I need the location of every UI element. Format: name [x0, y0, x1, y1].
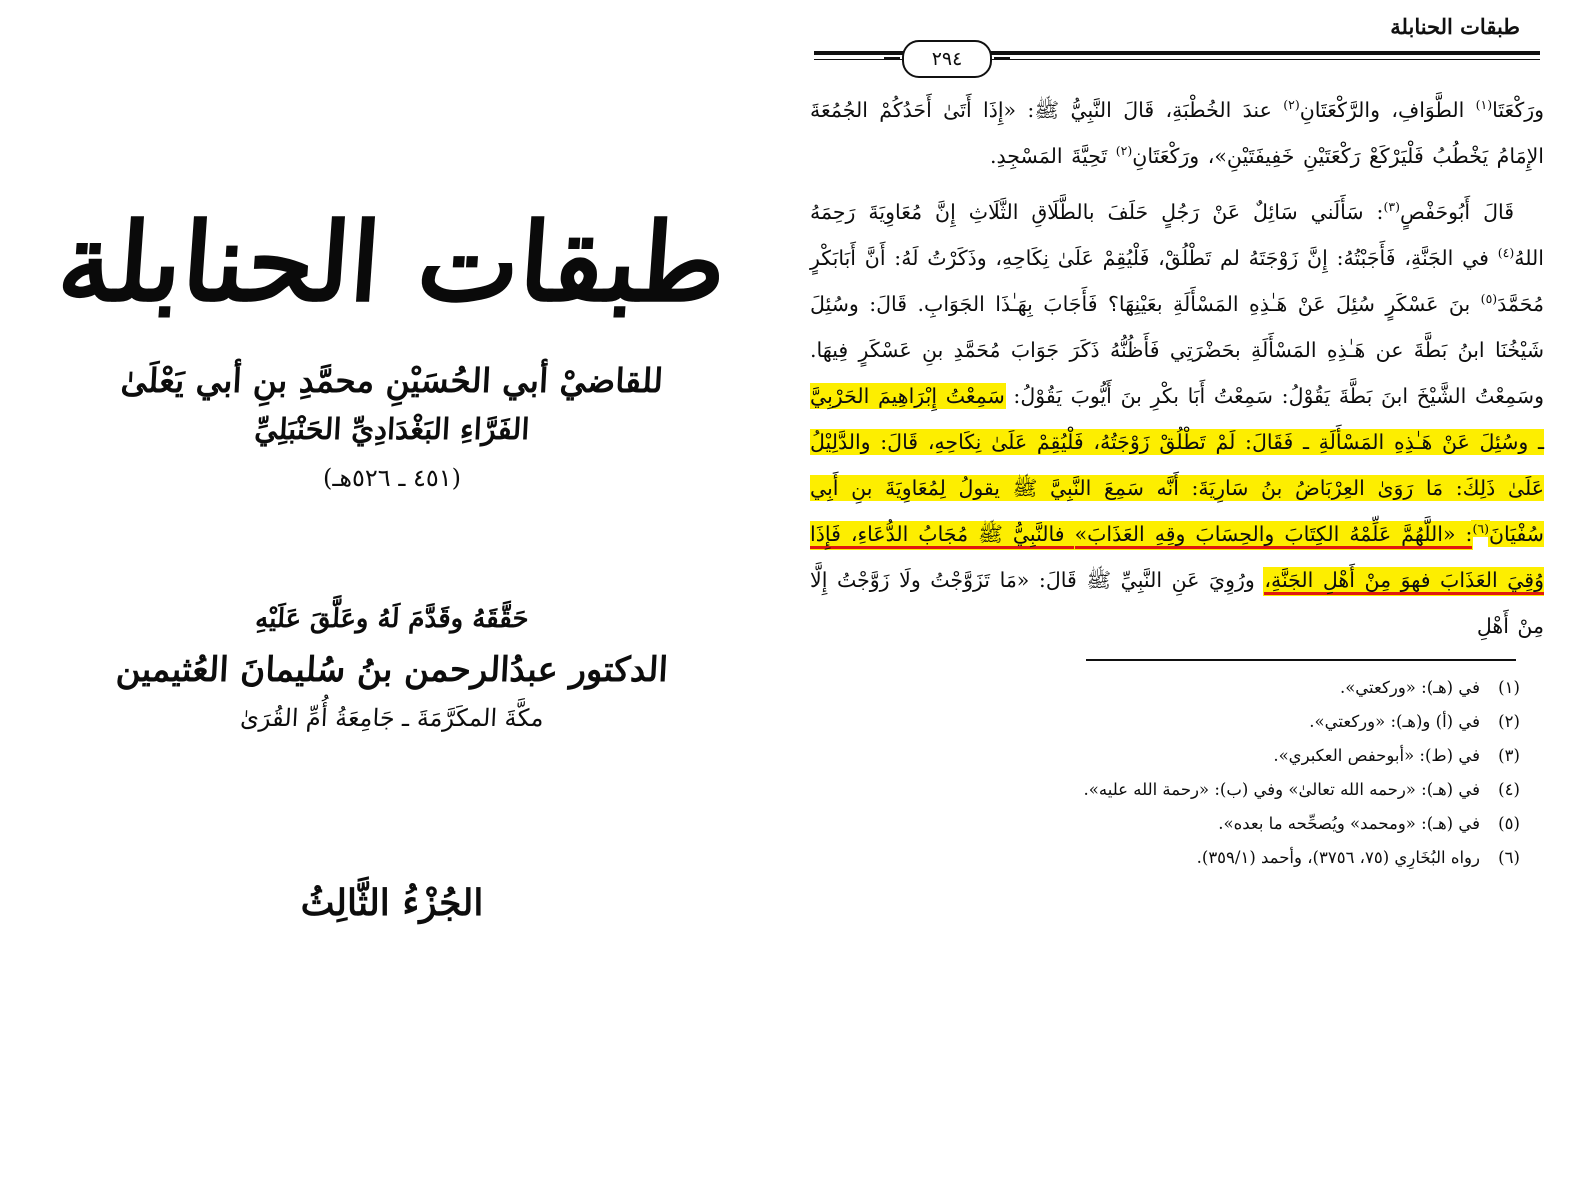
text-run: تَحِيَّةَ المَسْجِدِ.	[990, 144, 1116, 168]
body-text	[810, 87, 1544, 649]
footnote-text: في (أ) و(هـ): «وركعتي».	[1309, 712, 1480, 731]
footnote-item	[810, 773, 1538, 807]
footnote-marker: (٣)	[1383, 199, 1400, 215]
footnote-number: (٣)	[1498, 746, 1520, 765]
volume-label: الجُزْءُ الثَّالِثُ	[300, 882, 484, 925]
text-run: الطَّوَافِ، والرَّكْعَتَانِ	[1299, 98, 1476, 122]
footnote-text: في (هـ): «رحمه الله تعالىٰ» وفي (ب): «رحمة الله عليه».	[1083, 780, 1480, 799]
footnote-marker: (٢)	[1283, 97, 1300, 113]
footnote-marker: (٥)	[1480, 291, 1498, 307]
footnote-number: (٥)	[1498, 814, 1520, 833]
highlighted-run: (٦)	[1472, 521, 1489, 537]
footnote-number: (٤)	[1498, 780, 1520, 799]
footnote-number: (٦)	[1498, 848, 1520, 867]
footnote-item	[810, 807, 1538, 841]
highlighted-run: سَمِعْتُ إِبْرَاهِيمَ الحَرْبِيَّ ـ وسُئِلَ عَنْ هَـٰذِهِ المَسْأَلَةِ ـ فَقَالَ: لَمْ تَطْلُقْ زَوْجَتُهُ، فَلْيُقِمْ عَلَىٰ نِكَاحِهِ، قَالَ: والدَّلِيْلُ عَلَىٰ ذَلِكَ: مَا رَوَىٰ العِرْبَاضُ بنُ سَارِيَةَ: أَنَّه سَمِعَ النَّبِيَّ ﷺ يقولُ لِمُعَاوِيَةَ بنِ أَبِي سُفْيَانَ	[810, 384, 1544, 546]
editor-block	[0, 604, 784, 732]
footnote-list	[810, 671, 1544, 875]
footnote-text: في (هـ): «ومحمد» ويُصحِّحه ما بعده».	[1218, 814, 1480, 833]
text-run: في الجَنَّةِ، فَأَجَبْتُهُ: إِنَّ زَوْجَتَهُ لم تَطْلُقْ، فَلْيُقِمْ عَلَىٰ نِكَاحِهِ، وذَكَرْتُ لَهُ: أَنَّ أَبَابَكْرٍ مُحَمَّدَ	[810, 246, 1544, 316]
text-run: بنَ عَسْكَرٍ سُئِلَ عَنْ هَـٰذِهِ المَسْأَلَةِ بعَيْنِهَا؟ فَأَجَابَ بِهَـٰذَا الجَوَابِ. قَالَ: وسُئِلَ شَيْخُنَا ابنُ بَطَّةَ عن هَـٰذِهِ المَسْأَلَةِ بحَضْرَتِي فَأَظُنُّهُ ذَكَرَ جَوَابَ مُحَمَّدِ بنِ عَسْكَرٍ فِيهَا. وسَمِعْتُ الشَّيْخَ ابنَ بَطَّةَ يَقُوْلُ: سَمِعْتُ أَبَا بكْرِ بنَ أَيُّوبَ يَقُوْلُ:	[810, 292, 1544, 408]
footnote-item	[810, 739, 1538, 773]
text-page	[784, 0, 1574, 1200]
footnote-text: في (هـ): «وركعتي».	[1339, 678, 1480, 697]
book-author-line-2: الفَرَّاءِ البَغْدَادِيِّ الحَنْبَلِيِّ	[253, 412, 531, 447]
footnote-item	[810, 841, 1538, 875]
footnote-marker: (٢)	[1115, 143, 1133, 159]
text-run: عندَ الخُطْبَةِ، قَالَ النَّبِيُّ ﷺ: «إِذَا أَتَىٰ أَحَدُكُمْ الجُمُعَةَ الإِمَامُ يَخْطُبُ فَلْيَرْكَعْ رَكْعَتَيْنِ خَفِيفَتَيْنِ»، ورَكْعَتَانِ	[810, 98, 1544, 168]
text-run: قَالَ أَبُوحَفْصٍ	[1399, 200, 1515, 224]
title-page	[0, 0, 784, 1200]
footnote-marker: (٤)	[1497, 245, 1515, 261]
editor-role-label: حَقَّقَهُ وقَدَّمَ لَهُ وعَلَّقَ عَلَيْهِ	[254, 604, 530, 635]
author-dates: (٤٥١ ـ ٥٢٦هـ)	[322, 464, 462, 493]
footnote-item	[810, 671, 1538, 705]
footnote-text: في (ط): «أبوحفص العكبري».	[1273, 746, 1480, 765]
footnote-separator	[1086, 659, 1516, 661]
footnote-number: (١)	[1498, 678, 1520, 697]
footnote-number: (٢)	[1498, 712, 1520, 731]
paragraph-2	[810, 189, 1544, 649]
footnote-text: رواه البُخَارِي (٧٥، ٣٧٥٦)، وأحمد (٣٥٩/١).	[1196, 848, 1480, 867]
page-number-badge: ٢٩٤	[902, 40, 992, 78]
book-title: طبقات الحنابلة	[54, 200, 731, 326]
footnote-marker: (١)	[1475, 97, 1493, 113]
paragraph-1	[810, 87, 1544, 179]
book-author-line-1: للقاضيْ أبي الحُسَيْنِ محمَّدِ بنِ أبي يَعْلَىٰ	[119, 361, 665, 401]
running-head: طبقات الحنابلة	[1390, 14, 1520, 39]
text-run: ورُوِيَ عَنِ النَّبِيِّ ﷺ قَالَ: «مَا تَزَوَّجْتُ ولَا زَوَّجْتُ إِلَّا مِنْ أَهْلِ	[810, 568, 1544, 638]
footnote-item	[810, 705, 1538, 739]
highlighted-underlined-run: : «اللَّهُمَّ عَلِّمْهُ الكِتَابَ والحِسَابَ وقِهِ العَذَابَ»	[1075, 522, 1473, 549]
editor-affiliation: مكَّةَ المكَرَّمَةَ ـ جَامِعَةُ أُمِّ القُرَىٰ	[239, 704, 545, 733]
text-run: ورَكْعَتَا	[1492, 98, 1545, 122]
highlighted-underlined-run: فالنَّبِيُّ ﷺ مُجَابُ الدُّعَاءِ، فَإِذَا وُقِيَ العَذَابَ فهوَ مِنْ أَهْلِ الجَنَّةِ،	[810, 522, 1544, 595]
editor-name: الدكتور عبدُالرحمن بنُ سُليمانَ العُثيمين	[115, 650, 669, 691]
header-rule-group	[810, 45, 1544, 87]
text-run: : سَأَلَني سَائِلٌ عَنْ رَجُلٍ حَلَفَ بالطَّلَاقِ الثَّلَاثِ إِنَّ مُعَاوِيَةَ رَحِمَهُ اللهُ	[810, 200, 1544, 270]
